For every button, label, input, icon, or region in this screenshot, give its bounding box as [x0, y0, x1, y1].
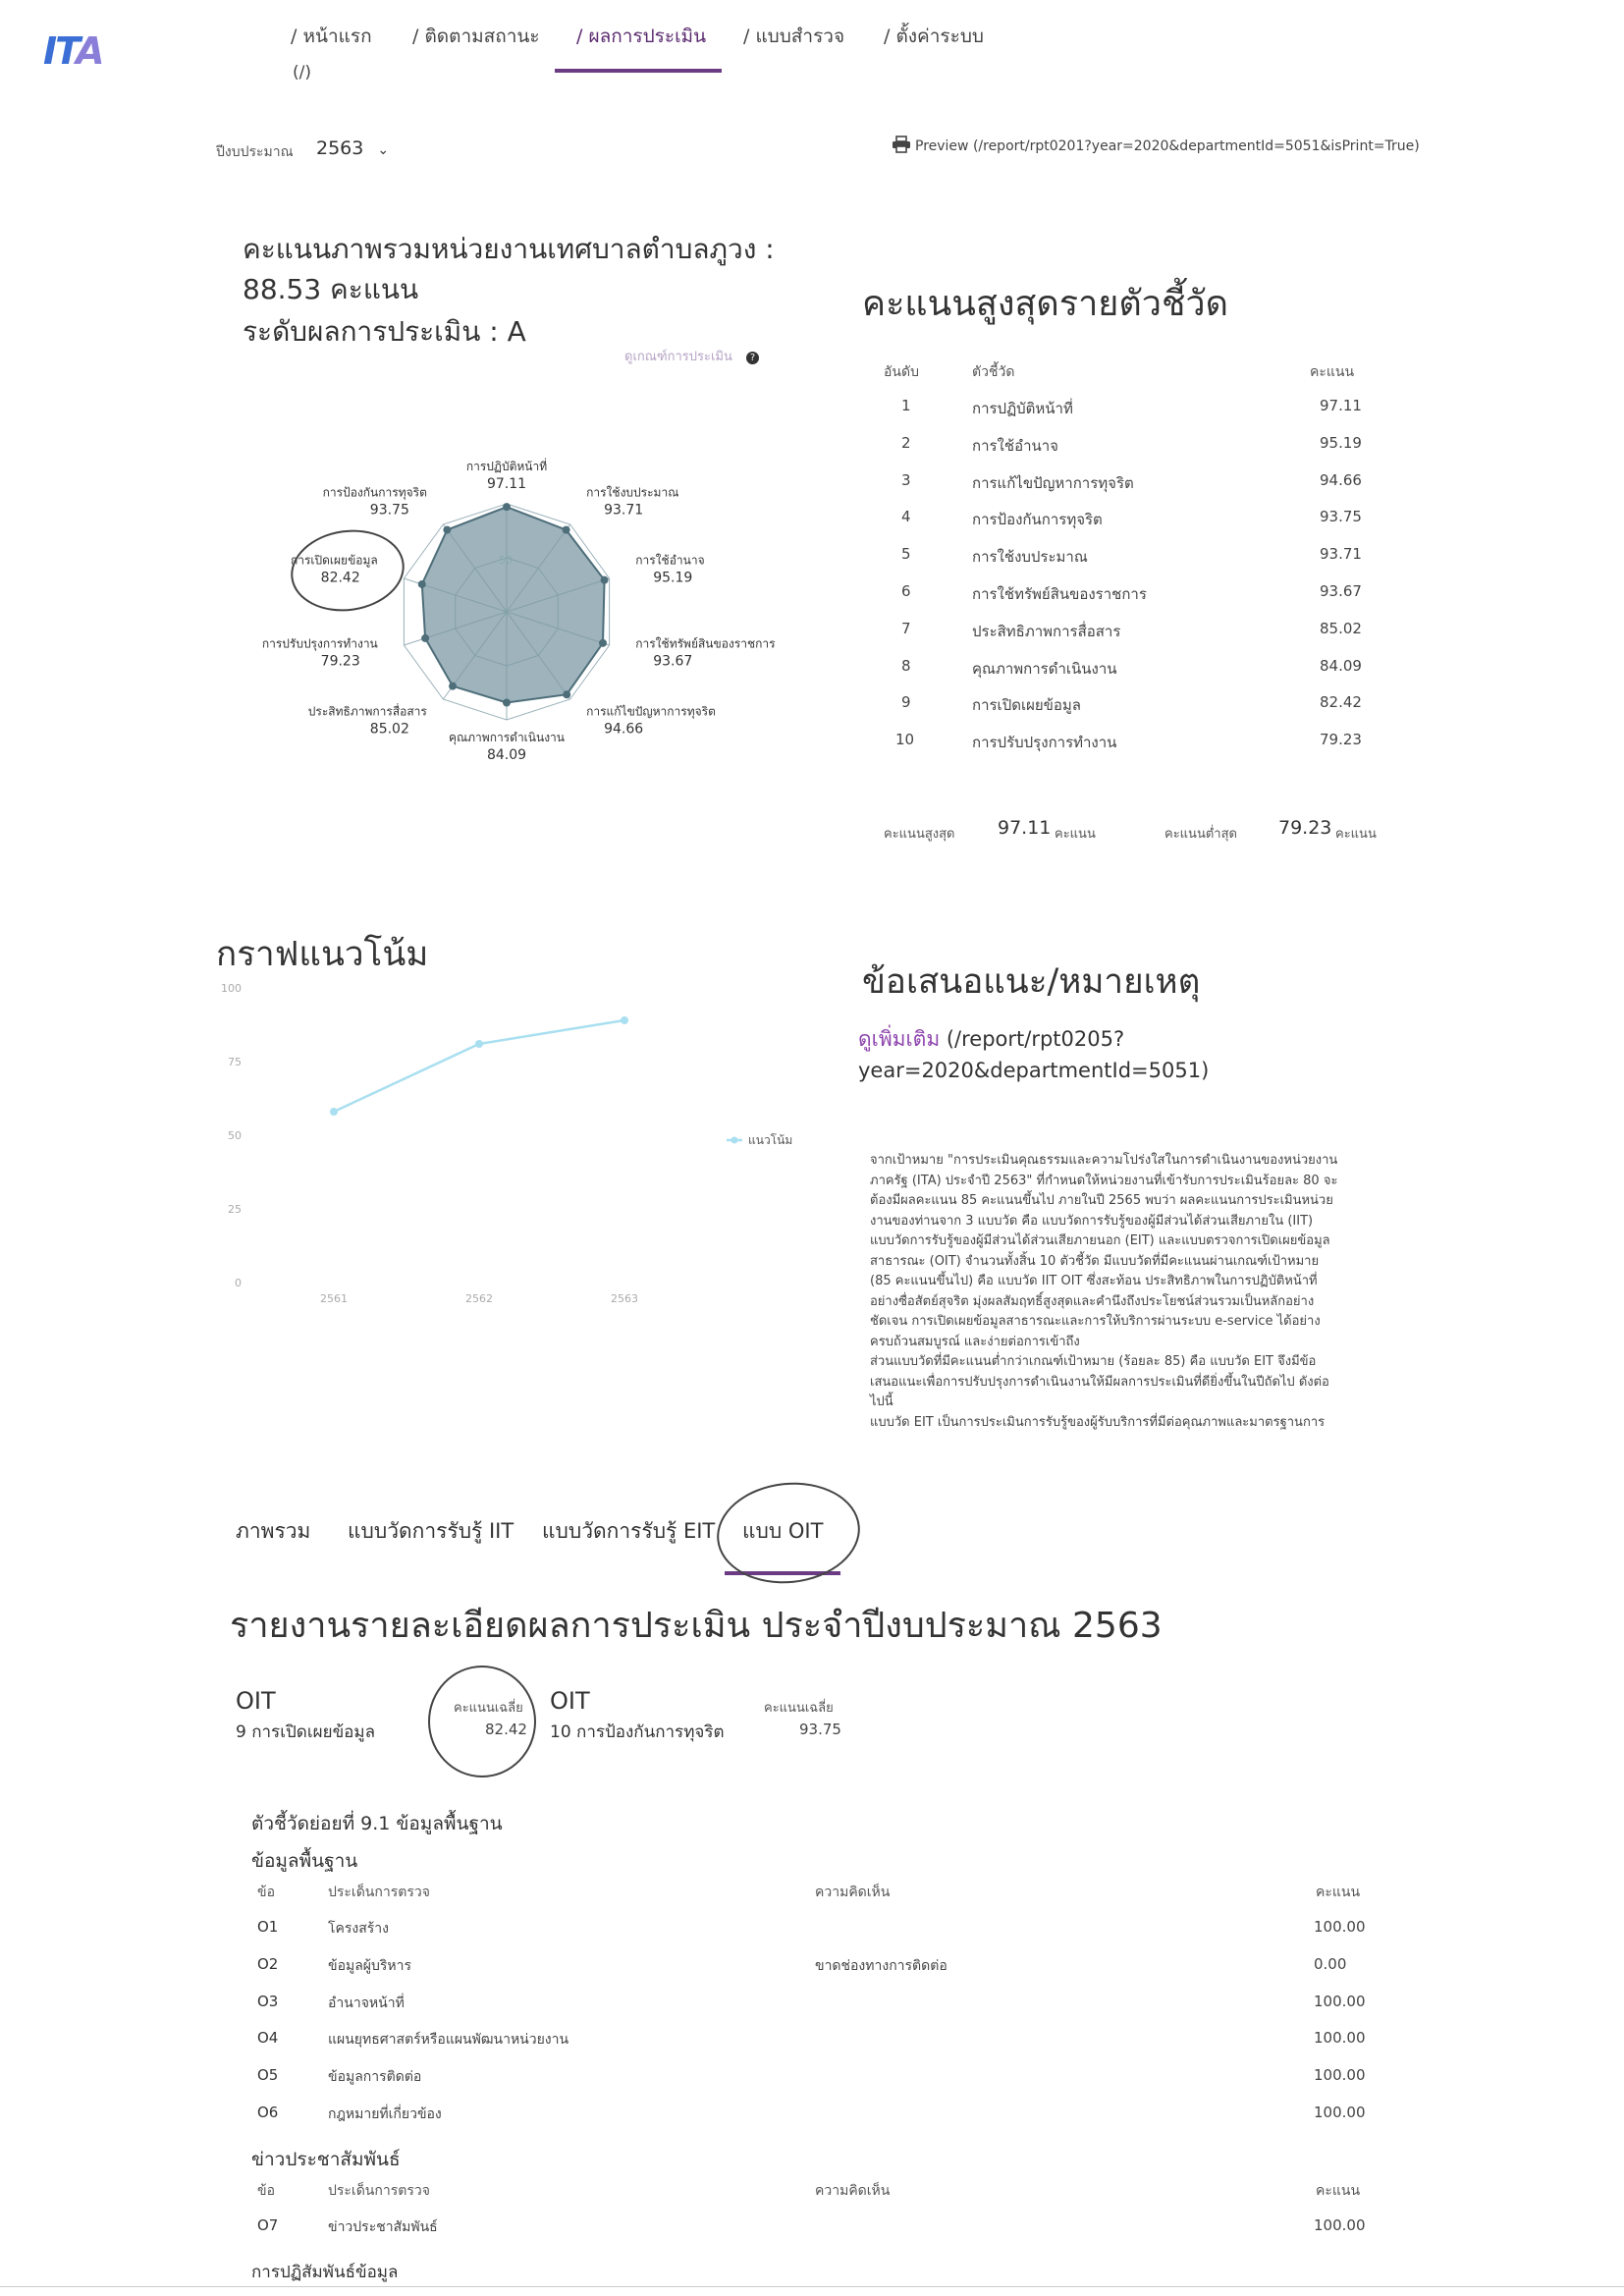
- radar-axis-label: การปฏิบัติหน้าที่: [465, 460, 548, 473]
- detail-header-no: ข้อ: [257, 2183, 275, 2199]
- ranking-header-indicator: ตัวชี้วัด: [972, 364, 1015, 380]
- suggestion-link-path-2: year=2020&departmentId=5051): [858, 1059, 1210, 1082]
- radar-point: [443, 526, 451, 534]
- ranking-score: 93.71: [1320, 545, 1362, 564]
- suggestion-text: [870, 1151, 1371, 1448]
- ranking-indicator: การใช้ทรัพย์สินของราชการ: [972, 585, 1147, 603]
- nav-home[interactable]: [291, 22, 372, 51]
- question-circle-icon: ?: [746, 352, 759, 364]
- report-title: รายงานรายละเอียดผลการประเมิน ประจำปีงบประมาณ 2563: [230, 1606, 1163, 1646]
- ranking-score: 95.19: [1320, 433, 1362, 452]
- radar-axis-label: การใช้อำนาจ: [635, 553, 705, 568]
- oit-card-1-avg-label: คะแนนเฉลี่ย: [454, 1701, 523, 1716]
- fiscal-year-value: 2563: [316, 137, 364, 159]
- radar-area: [422, 507, 605, 702]
- detail-row-no: O5: [257, 2066, 279, 2085]
- ranking-score: 84.09: [1320, 656, 1362, 675]
- radar-axis-label: การเปิดเผยข้อมูล: [290, 553, 378, 568]
- ranking-score: 79.23: [1320, 731, 1362, 749]
- ranking-min-unit: คะแนน: [1335, 827, 1377, 842]
- detail-header-topic: ประเด็นการตรวจ: [328, 2183, 430, 2199]
- section-news: ข่าวประชาสัมพันธ์: [251, 2149, 401, 2170]
- ranking-header-score: คะแนน: [1310, 364, 1355, 380]
- radar-point: [563, 690, 570, 698]
- ranking-max-value: 97.11: [998, 817, 1052, 839]
- suggestion-line: แบบวัด EIT เป็นการประเมินการรับรู้ของผู้รับบริการที่มีต่อคุณภาพและมาตรฐานการ: [870, 1414, 1326, 1430]
- radar-axis-value: 82.42: [320, 570, 360, 586]
- radar-axis-value: 79.23: [320, 653, 360, 670]
- ranking-indicator: การป้องกันการทุจริต: [972, 511, 1103, 529]
- nav-follow-status[interactable]: / ติดตามสถานะ: [412, 26, 540, 47]
- trend-y-tick: 50: [228, 1129, 242, 1142]
- suggestion-line: ไปนี้: [870, 1394, 893, 1409]
- section-basic-info: ข้อมูลพื้นฐาน: [251, 1850, 358, 1872]
- nav-active-underline: [555, 69, 722, 73]
- ranking-score: 93.75: [1320, 508, 1362, 526]
- summary-org-score-label: คะแนนภาพรวมหน่วยงานเทศบาลตำบลภูวง :: [243, 233, 775, 265]
- radar-chart: [261, 432, 785, 795]
- radar-point: [563, 526, 570, 534]
- trend-title: กราฟแนวโน้ม: [216, 935, 429, 974]
- ranking-rank: 2: [901, 433, 911, 452]
- ranking-rank: 7: [901, 619, 911, 637]
- ranking-indicator: การปรับปรุงการทำงาน: [972, 734, 1117, 752]
- detail-row-topic: โครงสร้าง: [328, 1921, 390, 1937]
- summary-grade: ระดับผลการประเมิน : A: [243, 315, 526, 348]
- tab-overview[interactable]: ภาพรวม: [236, 1519, 311, 1543]
- radar-point: [503, 503, 511, 511]
- nav-home-label: / หน้าแรก: [291, 26, 372, 47]
- ranking-indicator: การปฏิบัติหน้าที่: [972, 400, 1073, 417]
- radar-axis-label: การใช้งบประมาณ: [586, 485, 679, 500]
- trend-line-chart: [216, 972, 805, 1306]
- detail-row-score: 100.00: [1314, 2104, 1366, 2121]
- radar-axis-value: 93.67: [653, 653, 693, 670]
- criteria-link[interactable]: [624, 346, 759, 366]
- suggestion-more-label: ดูเพิ่มเติม: [858, 1027, 941, 1051]
- detail-row-no: O4: [257, 2029, 279, 2048]
- radar-axis-label: คุณภาพการดำเนินงาน: [448, 731, 566, 744]
- ranking-max-unit: คะแนน: [1055, 827, 1096, 842]
- suggestion-line: แบบวัดการรับรู้ของผู้มีส่วนได้ส่วนเสียภายนอก (EIT) และแบบตรวจการเปิดเผยข้อมูล: [870, 1233, 1330, 1248]
- trend-y-tick: 0: [235, 1277, 242, 1289]
- trend-point: [621, 1016, 628, 1024]
- nav-results[interactable]: / ผลการประเมิน: [576, 26, 707, 47]
- suggestion-line: ต้องมีผลคะแนน 85 คะแนนขึ้นไป ภายในปี 2565 พบว่า ผลคะแนนการประเมินหน่วย: [870, 1193, 1333, 1208]
- suggestion-line: ชัดเจน การเปิดเผยข้อมูลสาธารณะและการให้บริการผ่านระบบ e-service ได้อย่าง: [870, 1314, 1321, 1329]
- suggestion-title: ข้อเสนอแนะ/หมายเหตุ: [862, 962, 1201, 1002]
- oit-card-2-name: 10 การป้องกันการทุจริต: [550, 1722, 725, 1742]
- fiscal-year-label: ปีงบประมาณ: [216, 144, 294, 160]
- trend-legend-label: แนวโน้ม: [748, 1133, 793, 1147]
- detail-row-topic: กฎหมายที่เกี่ยวข้อง: [328, 2106, 442, 2122]
- ranking-rank: 6: [901, 582, 911, 600]
- trend-series-line: [334, 1020, 624, 1112]
- annotation-circle-oit: [428, 1666, 536, 1777]
- ranking-min-value: 79.23: [1278, 817, 1332, 839]
- printer-icon: [892, 136, 911, 153]
- detail-header-comment: ความคิดเห็น: [815, 1885, 891, 1900]
- suggestion-line: เสนอแนะเพื่อการปรับปรุงการดำเนินงานให้มีผลการประเมินที่ดียิ่งขึ้นในปีถัดไป ดังต่อ: [870, 1374, 1329, 1390]
- detail-row-topic: ข่าวประชาสัมพันธ์: [328, 2219, 438, 2235]
- radar-axis-value: 94.66: [604, 721, 644, 738]
- ranking-indicator: การใช้งบประมาณ: [972, 548, 1088, 567]
- radar-axis-value: 93.71: [604, 502, 644, 519]
- detail-row-score: 0.00: [1314, 1954, 1347, 1973]
- radar-axis-label: การป้องกันการทุจริต: [322, 485, 427, 500]
- suggestion-line: ส่วนแบบวัดที่มีคะแนนต่ำกว่าเกณฑ์เป้าหมาย (ร้อยละ 85) คือ แบบวัด EIT จึงมีข้อ: [870, 1354, 1317, 1369]
- detail-row-comment: ขาดช่องทางการติดต่อ: [815, 1957, 947, 1974]
- trend-x-tick: 2561: [320, 1292, 348, 1305]
- detail-row-no: O6: [257, 2104, 279, 2121]
- ranking-score: 94.66: [1320, 470, 1362, 489]
- detail-header-score: คะแนน: [1316, 1885, 1361, 1900]
- ranking-indicator: คุณภาพการดำเนินงาน: [972, 659, 1117, 678]
- preview-link-label: Preview (/report/rpt0201?year=2020&departmentId=5051&isPrint=True): [915, 138, 1420, 154]
- radar-point: [449, 683, 457, 690]
- ranking-indicator: การแก้ไขปัญหาการทุจริต: [972, 473, 1134, 492]
- radar-point: [418, 580, 426, 588]
- detail-row-topic: ข้อมูลผู้บริหาร: [328, 1957, 412, 1974]
- ranking-rank: 3: [901, 470, 911, 489]
- radar-axis-value: 85.02: [369, 721, 409, 738]
- oit-card-2-head: OIT: [550, 1687, 590, 1715]
- detail-header-topic: ประเด็นการตรวจ: [328, 1885, 430, 1900]
- trend-point: [330, 1108, 338, 1116]
- suggestion-line: (85 คะแนนขึ้นไป) คือ แบบวัด IIT OIT ซึ่งสะท้อน ประสิทธิภาพในการปฏิบัติหน้าที่: [870, 1274, 1318, 1288]
- logo-accent-text: A: [76, 29, 103, 73]
- detail-header-comment: ความคิดเห็น: [815, 2183, 891, 2199]
- ranking-indicator: การเปิดเผยข้อมูล: [972, 696, 1081, 715]
- ita-logo[interactable]: [43, 29, 103, 73]
- detail-row-score: 100.00: [1314, 2066, 1366, 2085]
- preview-link[interactable]: [892, 136, 1420, 154]
- detail-header-score: คะแนน: [1316, 2183, 1361, 2199]
- ranking-min-label: คะแนนต่ำสุด: [1164, 827, 1237, 842]
- radar-point: [599, 639, 607, 647]
- radar-point: [601, 576, 609, 584]
- suggestion-line: ภาครัฐ (ITA) ประจำปี 2563" ที่กำหนดให้หน่วยงานที่เข้ารับการประเมินร้อยละ 80 จะ: [870, 1173, 1338, 1188]
- summary-total-score: 88.53 คะแนน: [243, 273, 419, 305]
- ranking-rank: 4: [901, 508, 911, 526]
- chevron-down-icon: ⌄: [377, 142, 390, 158]
- fiscal-year-select[interactable]: [316, 137, 389, 159]
- ranking-score: 85.02: [1320, 619, 1362, 637]
- radar-ring-label-50: 50: [499, 554, 513, 567]
- oit-card-2-avg-value: 93.75: [799, 1721, 841, 1738]
- ranking-score: 93.67: [1320, 582, 1362, 600]
- trend-y-tick: 100: [221, 982, 242, 995]
- tab-eit[interactable]: แบบวัดการรับรู้ EIT: [542, 1519, 716, 1543]
- logo-text: IT: [43, 29, 77, 73]
- detail-row-score: 100.00: [1314, 1918, 1366, 1936]
- suggestion-line: สาธารณะ (OIT) จำนวนทั้งสิ้น 10 ตัวชี้วัด มีแบบวัดที่มีคะแนนผ่านเกณฑ์เป้าหมาย: [870, 1253, 1320, 1269]
- ranking-score: 82.42: [1320, 693, 1362, 712]
- suggestion-line: อย่างซื่อสัตย์สุจริต มุ่งผลสัมฤทธิ์สูงสุดและคำนึงถึงประโยชน์ส่วนรวมเป็นหลักอย่าง: [870, 1293, 1315, 1309]
- radar-axis-label: การปรับปรุงการทำงาน: [261, 636, 378, 651]
- suggestion-more-link[interactable]: [858, 1023, 1209, 1086]
- detail-row-topic: อำนาจหน้าที่: [328, 1995, 405, 2011]
- ranking-max-label: คะแนนสูงสุด: [884, 827, 955, 842]
- tab-iit[interactable]: แบบวัดการรับรู้ IIT: [348, 1519, 514, 1543]
- detail-row-no: O3: [257, 1992, 279, 2010]
- detail-row-topic: ข้อมูลการติดต่อ: [328, 2069, 422, 2086]
- oit-card-1-avg-value: 82.42: [485, 1721, 527, 1738]
- ranking-rank: 8: [901, 656, 911, 675]
- radar-axis-label: การใช้ทรัพย์สินของราชการ: [635, 636, 776, 651]
- page-bottom-divider: [0, 2286, 1624, 2287]
- oit-card-1-head: OIT: [236, 1687, 276, 1715]
- ranking-indicator: ประสิทธิภาพการสื่อสาร: [972, 622, 1121, 640]
- criteria-link-label: ดูเกณฑ์การประเมิน: [624, 350, 732, 364]
- ranking-score: 97.11: [1320, 397, 1362, 414]
- trend-x-tick: 2563: [611, 1292, 638, 1305]
- ranking-rank: 1: [901, 397, 911, 414]
- suggestion-line: จากเป้าหมาย "การประเมินคุณธรรมและความโปร่งใสในการดำเนินงานของหน่วยงาน: [870, 1153, 1338, 1168]
- radar-axis-label: ประสิทธิภาพการสื่อสาร: [307, 704, 427, 719]
- nav-survey[interactable]: / แบบสำรวจ: [743, 26, 845, 47]
- trend-legend-dot: [731, 1137, 738, 1144]
- tab-oit[interactable]: แบบ OIT: [742, 1519, 824, 1543]
- ranking-indicator: การใช้อำนาจ: [972, 436, 1058, 455]
- detail-row-no: O2: [257, 1954, 279, 1973]
- suggestion-line: ครบถ้วนสมบูรณ์ และง่ายต่อการเข้าถึง: [870, 1334, 1080, 1349]
- trend-y-tick: 25: [228, 1203, 242, 1216]
- suggestion-line: งานของท่านจาก 3 แบบวัด คือ แบบวัดการรับรู้ของผู้มีส่วนได้ส่วนเสียภายใน (IIT): [870, 1213, 1314, 1229]
- ranking-title: คะแนนสูงสุดรายตัวชี้วัด: [862, 284, 1229, 324]
- trend-y-tick: 75: [228, 1056, 242, 1068]
- detail-row-score: 100.00: [1314, 1992, 1366, 2010]
- suggestion-link-path-1: (/report/rpt0205?: [946, 1027, 1125, 1051]
- radar-axis-value: 97.11: [486, 476, 527, 492]
- ranking-header-rank: อันดับ: [884, 364, 919, 380]
- ranking-rank: 9: [901, 693, 911, 712]
- section-interaction: การปฏิสัมพันธ์ข้อมูล: [251, 2263, 399, 2282]
- radar-axis-value: 95.19: [653, 570, 693, 586]
- detail-row-topic: แผนยุทธศาสตร์หรือแผนพัฒนาหน่วยงาน: [328, 2032, 569, 2049]
- nav-settings[interactable]: / ตั้งค่าระบบ: [884, 26, 984, 47]
- sub-indicator-title: ตัวชี้วัดย่อยที่ 9.1 ข้อมูลพื้นฐาน: [251, 1813, 503, 1834]
- ranking-rank: 5: [901, 545, 911, 564]
- detail-header-no: ข้อ: [257, 1885, 275, 1900]
- oit-card-2-avg-label: คะแนนเฉลี่ย: [764, 1701, 834, 1716]
- nav-home-path[interactable]: (/): [293, 63, 311, 82]
- detail-row-no: O7: [257, 2216, 279, 2234]
- trend-x-tick: 2562: [465, 1292, 493, 1305]
- detail-row-score: 100.00: [1314, 2216, 1366, 2234]
- detail-row-no: O1: [257, 1918, 279, 1936]
- radar-ring-label-0: 0: [503, 606, 510, 619]
- trend-point: [475, 1040, 483, 1048]
- radar-axis-value: 84.09: [486, 747, 527, 763]
- radar-point: [421, 634, 429, 642]
- radar-axis-value: 93.75: [369, 502, 409, 519]
- radar-point: [503, 698, 511, 706]
- oit-card-1-name: 9 การเปิดเผยข้อมูล: [236, 1722, 376, 1742]
- detail-row-score: 100.00: [1314, 2029, 1366, 2048]
- ranking-rank: 10: [895, 731, 915, 749]
- radar-axis-label: การแก้ไขปัญหาการทุจริต: [586, 704, 716, 719]
